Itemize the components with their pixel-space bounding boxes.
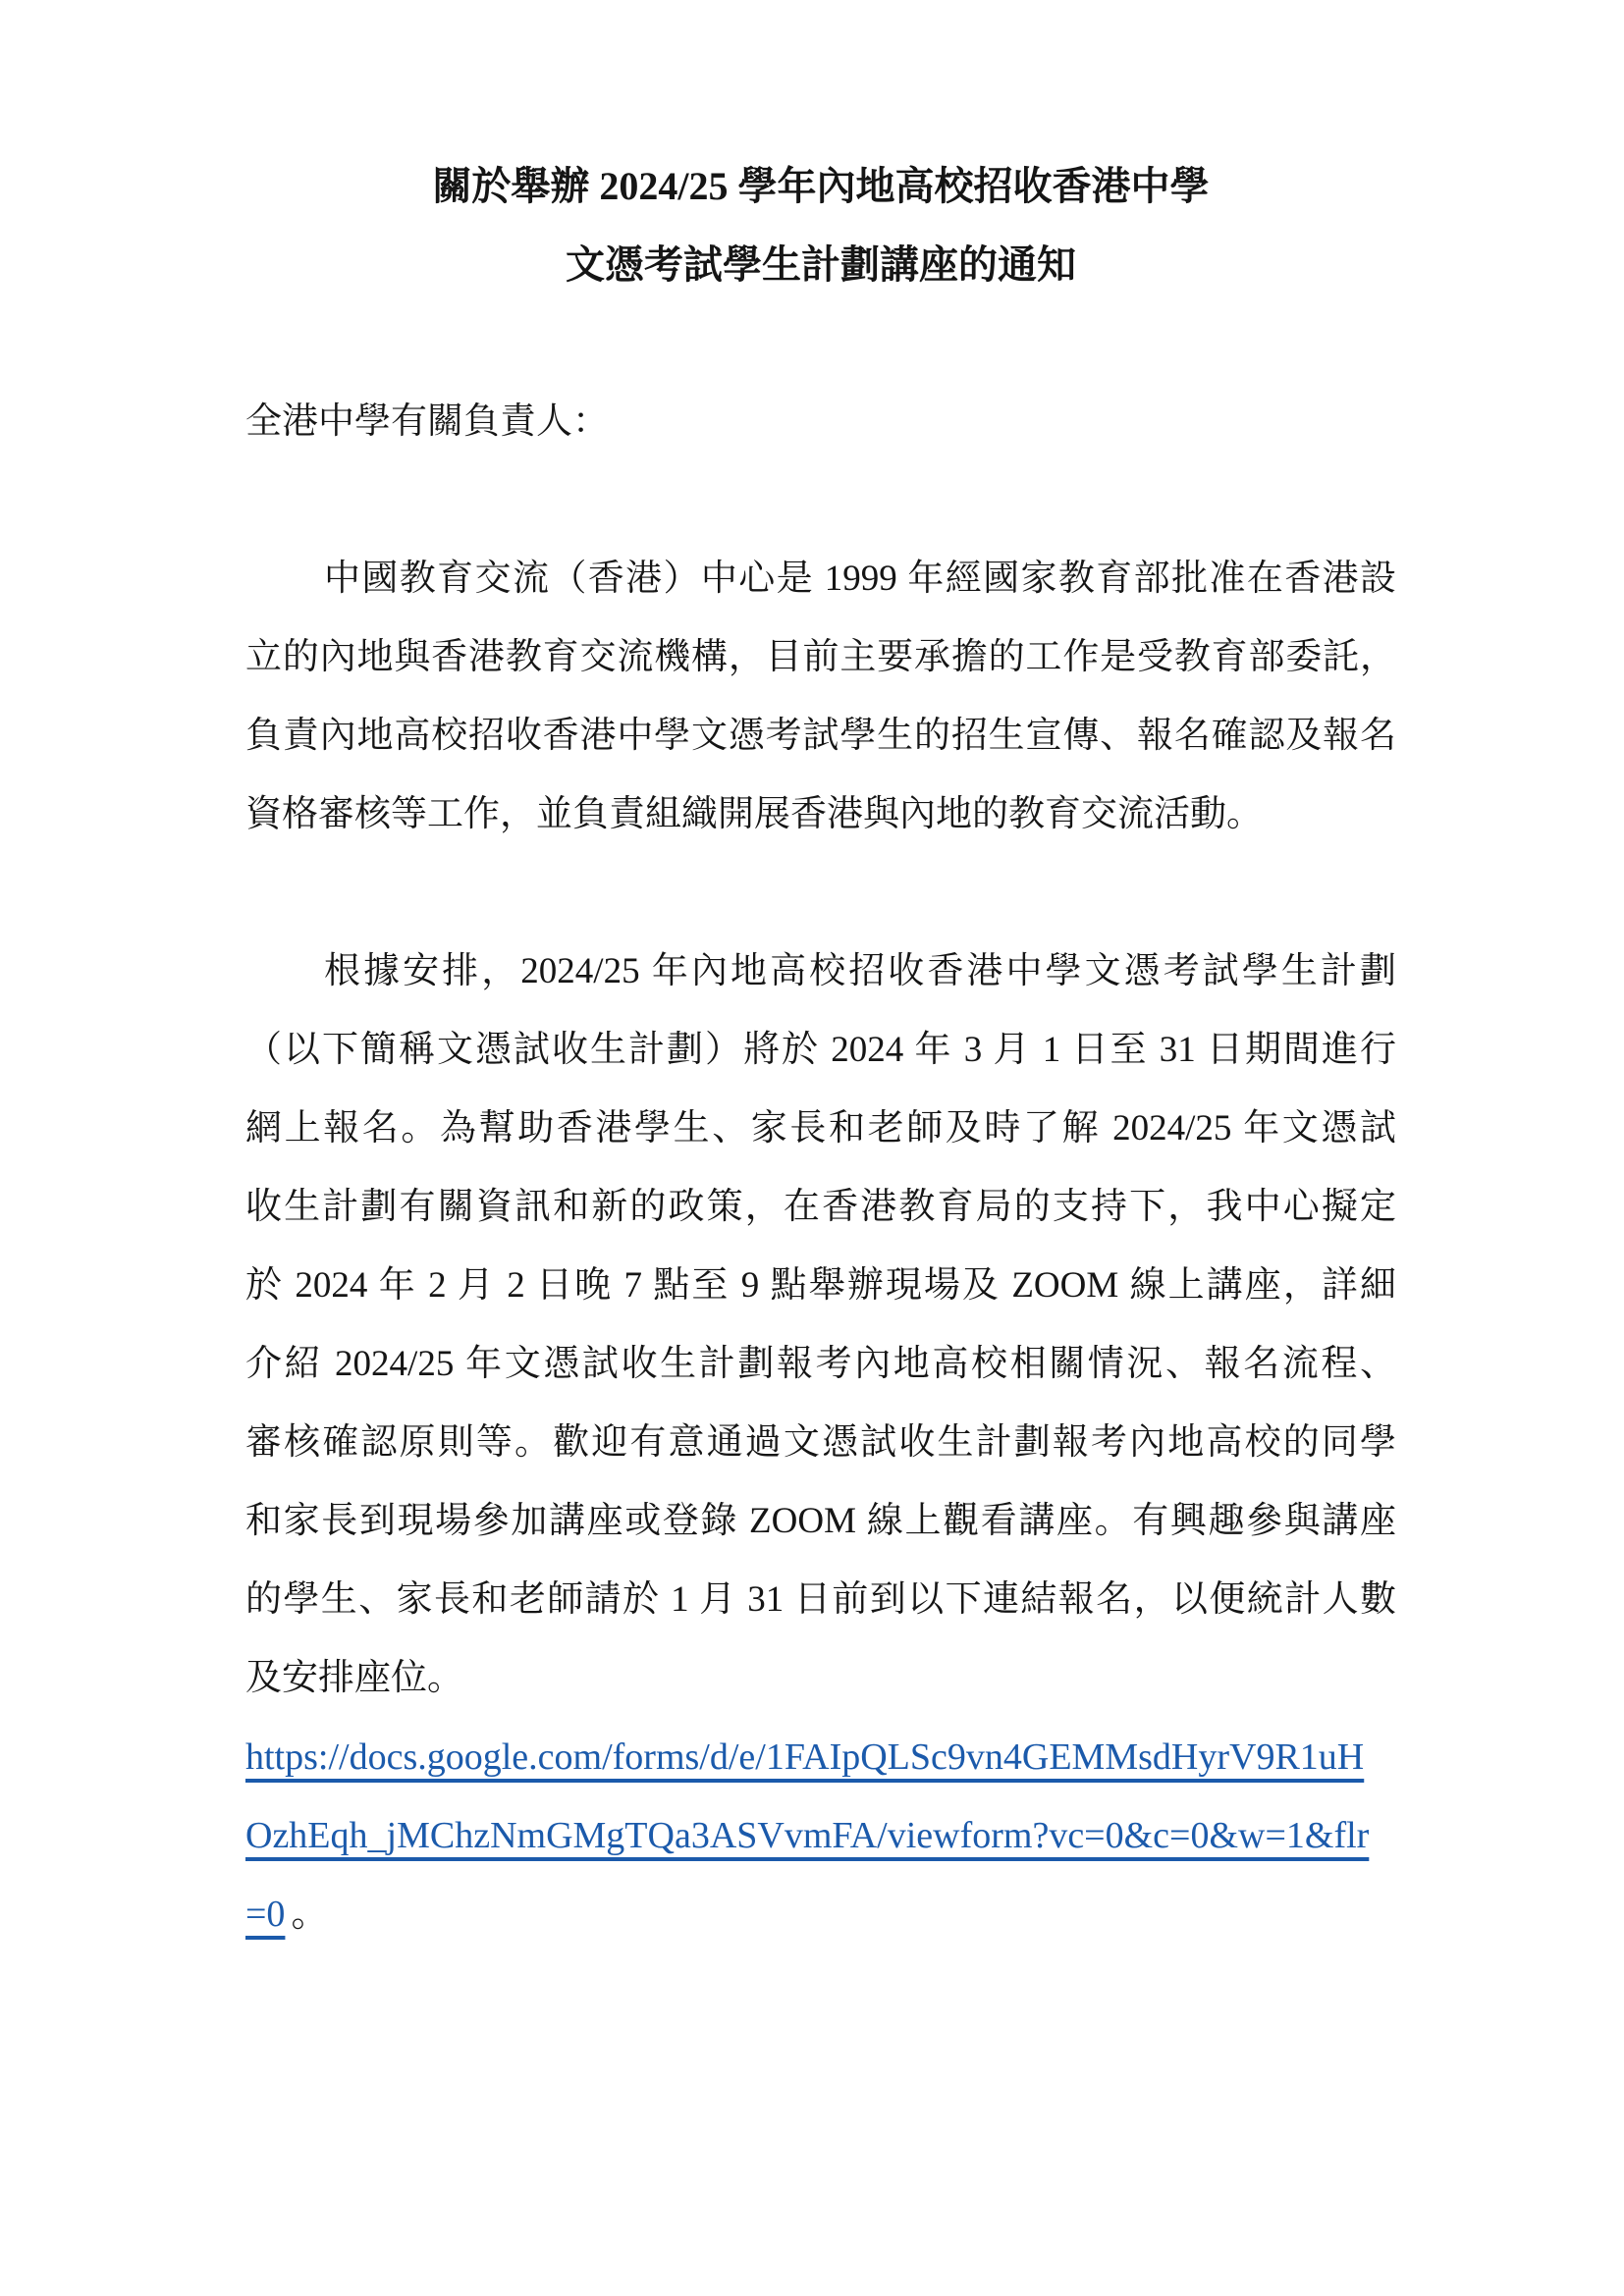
text-line: （以下簡稱文憑試收生計劃）將於 2024 年 3 月 1 日至 31 日期間進行 bbox=[245, 1030, 1396, 1070]
text-line: 網上報名。為幫助香港學生、家長和老師及時了解 2024/25 年文憑試 bbox=[245, 1108, 1396, 1148]
google-form-link-line-3[interactable]: =0 bbox=[245, 1894, 286, 1935]
blank-line bbox=[245, 461, 1396, 540]
link-line-2 bbox=[245, 1796, 1396, 1875]
text-line: 於 2024 年 2 月 2 日晚 7 點至 9 點舉辦現場及 ZOOM 線上講座，詳細 bbox=[245, 1265, 1396, 1306]
paragraph-1 bbox=[245, 540, 1396, 854]
google-form-link-line-2[interactable]: OzhEqh_jMChzNmGMgTQa3ASVvmFA/viewform?vc=0&c=0&w=1&flr bbox=[245, 1815, 1370, 1856]
link-line-1 bbox=[245, 1718, 1396, 1796]
text-line: 收生計劃有關資訊和新的政策，在香港教育局的支持下，我中心擬定 bbox=[245, 1187, 1396, 1227]
blank-line bbox=[245, 854, 1396, 933]
text-line: 負責內地高校招收香港中學文憑考試學生的招生宣傳、報名確認及報名 bbox=[245, 716, 1396, 756]
document-title-line-1: 關於舉辦 2024/25 學年內地高校招收香港中學 bbox=[432, 164, 1210, 208]
text-line: 審核確認原則等。歡迎有意通過文憑試收生計劃報考內地高校的同學 bbox=[245, 1422, 1396, 1463]
text-line: 和家長到現場參加講座或登錄 ZOOM 線上觀看講座。有興趣參與講座 bbox=[245, 1501, 1396, 1541]
text-line: 資格審核等工作，並負責組織開展香港與內地的教育交流活動。 bbox=[245, 794, 1263, 834]
text-line: 根據安排，2024/25 年內地高校招收香港中學文憑考試學生計劃 bbox=[324, 951, 1396, 991]
salutation: 全港中學有關負責人： bbox=[245, 401, 609, 442]
registration-link-block bbox=[245, 1718, 1396, 1953]
google-form-link-line-1[interactable]: https://docs.google.com/forms/d/e/1FAIpQLSc9vn4GEMMsdHyrV9R1uH bbox=[245, 1736, 1365, 1778]
blank-line bbox=[245, 304, 1396, 383]
document-title bbox=[245, 147, 1396, 304]
text-line: 的學生、家長和老師請於 1 月 31 日前到以下連結報名，以便統計人數 bbox=[245, 1579, 1396, 1620]
link-line-3 bbox=[245, 1875, 1396, 1953]
text-line: 中國教育交流（香港）中心是 1999 年經國家教育部批准在香港設 bbox=[324, 559, 1396, 599]
text-line: 介紹 2024/25 年文憑試收生計劃報考內地高校相關情況、報名流程、 bbox=[245, 1344, 1396, 1384]
link-suffix-period: 。 bbox=[291, 1894, 329, 1935]
paragraph-2 bbox=[245, 933, 1396, 1718]
document-title-line-2: 文憑考試學生計劃講座的通知 bbox=[566, 242, 1076, 287]
text-line: 立的內地與香港教育交流機構，目前主要承擔的工作是受教育部委託， bbox=[245, 637, 1396, 677]
text-line: 及安排座位。 bbox=[245, 1658, 463, 1698]
